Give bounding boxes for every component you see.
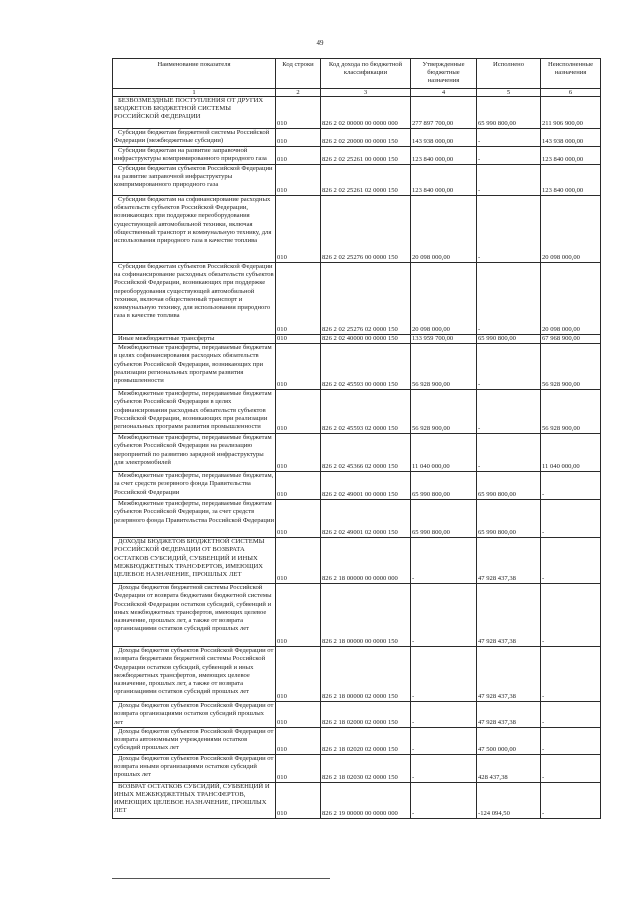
table-row [113,129,601,147]
unexecuted-amount: - [541,472,601,500]
approved-amount: 56 928 900,00 [411,390,477,434]
page-number: 49 [316,39,324,47]
line-code: 010 [276,647,321,702]
executed-amount: - [477,147,541,165]
executed-amount: - [477,129,541,147]
indicator-name: ВОЗВРАТ ОСТАТКОВ СУБСИДИЙ, СУБВЕНЦИЙ И ИНЫХ МЕЖБЮДЖЕТНЫХ ТРАНСФЕРТОВ, ИМЕЮЩИХ ЦЕЛЕВОЕ НАЗНАЧЕНИЕ, ПРОШЛЫХ ЛЕТ [113,782,276,818]
executed-amount: 65 990 800,00 [477,500,541,538]
indicator-name: Межбюджетные трансферты, передаваемые бюджетам субъектов Российской Федерации на реализацию мероприятий по развитию зарядной инфраструктуры для электромобилей [113,434,276,472]
executed-amount: 47 500 000,00 [477,727,541,754]
column-number: 6 [541,89,601,97]
indicator-name: ДОХОДЫ БЮДЖЕТОВ БЮДЖЕТНОЙ СИСТЕМЫ РОССИЙСКОЙ ФЕДЕРАЦИИ ОТ ВОЗВРАТА ОСТАТКОВ СУБСИДИЙ, СУБВЕНЦИЙ И ИНЫХ МЕЖБЮДЖЕТНЫХ ТРАНСФЕРТОВ, ИМЕЮЩИХ ЦЕЛЕВОЕ НАЗНАЧЕНИЕ, ПРОШЛЫХ ЛЕТ [113,538,276,584]
income-code: 826 2 02 49001 02 0000 150 [321,500,411,538]
income-code: 826 2 18 02020 02 0000 150 [321,727,411,754]
income-code: 826 2 02 00000 00 0000 000 [321,97,411,129]
column-number: 4 [411,89,477,97]
indicator-name: Субсидии бюджетам на развитие заправочной инфраструктуры компримированного природного газа [113,147,276,165]
income-code: 826 2 02 25261 00 0000 150 [321,147,411,165]
approved-amount: - [411,584,477,647]
table-row [113,754,601,782]
table-row [113,147,601,165]
income-code: 826 2 02 25276 00 0000 150 [321,196,411,263]
income-code: 826 2 02 25276 02 0000 150 [321,263,411,335]
approved-amount: 20 098 000,00 [411,196,477,263]
approved-amount: 20 098 000,00 [411,263,477,335]
executed-amount: - [477,390,541,434]
executed-amount: 65 990 800,00 [477,472,541,500]
unexecuted-amount: 67 968 900,00 [541,335,601,344]
executed-amount: 428 437,38 [477,754,541,782]
unexecuted-amount: - [541,584,601,647]
header-line-code: Код строки [276,59,321,89]
line-code: 010 [276,782,321,818]
approved-amount: - [411,727,477,754]
executed-amount: - [477,165,541,196]
table-row [113,344,601,390]
table-row [113,97,601,129]
line-code: 010 [276,727,321,754]
approved-amount: 133 959 700,00 [411,335,477,344]
unexecuted-amount: - [541,538,601,584]
unexecuted-amount: - [541,727,601,754]
unexecuted-amount: 20 098 000,00 [541,263,601,335]
unexecuted-amount: 123 840 000,00 [541,147,601,165]
column-number: 5 [477,89,541,97]
executed-amount: 65 990 800,00 [477,97,541,129]
line-code: 010 [276,500,321,538]
income-code: 826 2 02 49001 00 0000 150 [321,472,411,500]
revenue-report-table [112,58,601,819]
executed-amount: - [477,196,541,263]
header-executed: Исполнено [477,59,541,89]
income-code: 826 2 02 40000 00 0000 150 [321,335,411,344]
approved-amount: 123 840 000,00 [411,165,477,196]
table-row [113,390,601,434]
table-row [113,584,601,647]
table-row [113,500,601,538]
table-row [113,782,601,818]
unexecuted-amount: 56 928 900,00 [541,390,601,434]
line-code: 010 [276,335,321,344]
unexecuted-amount: 123 840 000,00 [541,165,601,196]
indicator-name: Субсидии бюджетам субъектов Российской Федерации на софинансирование расходных обязательств субъектов Российской Федерации, возникающих при поддержке переоборудования существующей автомобильной техники, включая общественный транспорт и коммунальную технику, для использования природного газа в качестве топлива [113,263,276,335]
indicator-name: Субсидии бюджетам на софинансирование расходных обязательств субъектов Российской Федерации, возникающих при поддержке переоборудования существующей автомобильной техники, включая общественный транспорт и коммунальную технику, для использования природного газа в качестве топлива [113,196,276,263]
approved-amount: - [411,702,477,728]
income-code: 826 2 18 00000 02 0000 150 [321,647,411,702]
approved-amount: - [411,647,477,702]
executed-amount: - [477,434,541,472]
unexecuted-amount: - [541,782,601,818]
approved-amount: 65 990 800,00 [411,472,477,500]
approved-amount: 11 040 000,00 [411,434,477,472]
income-code: 826 2 02 45593 02 0000 150 [321,390,411,434]
header-unexecuted: Неисполненные назначения [541,59,601,89]
line-code: 010 [276,196,321,263]
table-row [113,263,601,335]
indicator-name: Доходы бюджетов субъектов Российской Федерации от возврата автономными учреждениями остатков субсидий прошлых лет [113,727,276,754]
executed-amount: 65 990 800,00 [477,335,541,344]
approved-amount: - [411,754,477,782]
line-code: 010 [276,702,321,728]
indicator-name: Доходы бюджетов субъектов Российской Федерации от возврата организациями остатков субсидий прошлых лет [113,702,276,728]
indicator-name: Доходы бюджетов бюджетной системы Российской Федерации от возврата бюджетами бюджетной системы Российской Федерации остатков субсидий, субвенций и иных межбюджетных трансфертов, имеющих целевое назначение, прошлых лет, а также от возврата организациями остатков субсидий прошлых лет [113,584,276,647]
table-row [113,727,601,754]
header-approved: Утвержденные бюджетные назначения [411,59,477,89]
table-row [113,472,601,500]
column-number: 1 [113,89,276,97]
line-code: 010 [276,147,321,165]
income-code: 826 2 02 20000 00 0000 150 [321,129,411,147]
income-code: 826 2 02 25261 02 0000 150 [321,165,411,196]
income-code: 826 2 18 02000 02 0000 150 [321,702,411,728]
unexecuted-amount: - [541,702,601,728]
income-code: 826 2 18 00000 00 0000 150 [321,584,411,647]
income-code: 826 2 02 45366 02 0000 150 [321,434,411,472]
column-number: 3 [321,89,411,97]
indicator-name: Иные межбюджетные трансферты [113,335,276,344]
executed-amount: -124 094,50 [477,782,541,818]
indicator-name: Межбюджетные трансферты, передаваемые бюджетам, за счет средств резервного фонда Правительства Российской Федерации [113,472,276,500]
line-code: 010 [276,538,321,584]
table-row [113,434,601,472]
indicator-name: БЕЗВОЗМЕЗДНЫЕ ПОСТУПЛЕНИЯ ОТ ДРУГИХ БЮДЖЕТОВ БЮДЖЕТНОЙ СИСТЕМЫ РОССИЙСКОЙ ФЕДЕРАЦИИ [113,97,276,129]
indicator-name: Доходы бюджетов субъектов Российской Федерации от возврата бюджетами бюджетной системы Российской Федерации остатков субсидий, субвенций и иных межбюджетных трансфертов, имеющих целевое назначение, прошлых лет, а также от возврата организациями остатков субсидий прошлых лет [113,647,276,702]
table-row [113,647,601,702]
column-number: 2 [276,89,321,97]
unexecuted-amount: 211 906 900,00 [541,97,601,129]
unexecuted-amount: 20 098 000,00 [541,196,601,263]
approved-amount: - [411,782,477,818]
table-row [113,196,601,263]
indicator-name: Субсидии бюджетам бюджетной системы Российской Федерации (межбюджетные субсидии) [113,129,276,147]
line-code: 010 [276,129,321,147]
approved-amount: 65 990 800,00 [411,500,477,538]
unexecuted-amount: - [541,647,601,702]
approved-amount: 277 897 700,00 [411,97,477,129]
table-row [113,702,601,728]
executed-amount: 47 928 437,38 [477,584,541,647]
unexecuted-amount: 11 040 000,00 [541,434,601,472]
footer-divider [112,878,330,879]
unexecuted-amount: 56 928 900,00 [541,344,601,390]
executed-amount: 47 928 437,38 [477,538,541,584]
line-code: 010 [276,434,321,472]
table-row [113,165,601,196]
approved-amount: 123 840 000,00 [411,147,477,165]
executed-amount: 47 928 437,38 [477,702,541,728]
executed-amount: 47 928 437,38 [477,647,541,702]
executed-amount: - [477,344,541,390]
indicator-name: Доходы бюджетов субъектов Российской Федерации от возврата иными организациями остатков субсидий прошлых лет [113,754,276,782]
income-code: 826 2 18 02030 02 0000 150 [321,754,411,782]
executed-amount: - [477,263,541,335]
approved-amount: 143 938 000,00 [411,129,477,147]
line-code: 010 [276,584,321,647]
line-code: 010 [276,390,321,434]
header-indicator-name: Наименование показателя [113,59,276,89]
table-row [113,538,601,584]
indicator-name: Межбюджетные трансферты, передаваемые бюджетам в целях софинансирования расходных обязательств субъектов Российской Федерации, возникающих при реализации региональных программ развития промышленности [113,344,276,390]
line-code: 010 [276,754,321,782]
approved-amount: - [411,538,477,584]
income-code: 826 2 19 00000 00 0000 000 [321,782,411,818]
line-code: 010 [276,165,321,196]
unexecuted-amount: 143 938 000,00 [541,129,601,147]
indicator-name: Межбюджетные трансферты, передаваемые бюджетам субъектов Российской Федерации, за счет средств резервного фонда Правительства Российской Федерации [113,500,276,538]
income-code: 826 2 02 45593 00 0000 150 [321,344,411,390]
column-number-row [113,89,601,97]
table-header-row [113,59,601,89]
line-code: 010 [276,263,321,335]
line-code: 010 [276,344,321,390]
unexecuted-amount: - [541,500,601,538]
income-code: 826 2 18 00000 00 0000 000 [321,538,411,584]
approved-amount: 56 928 900,00 [411,344,477,390]
table-row [113,335,601,344]
line-code: 010 [276,472,321,500]
line-code: 010 [276,97,321,129]
indicator-name: Субсидии бюджетам субъектов Российской Федерации на развитие заправочной инфраструктуры компримированного природного газа [113,165,276,196]
header-income-code: Код дохода по бюджетной классификации [321,59,411,89]
unexecuted-amount: - [541,754,601,782]
indicator-name: Межбюджетные трансферты, передаваемые бюджетам субъектов Российской Федерации в целях софинансирования расходных обязательств субъектов Российской Федерации, возникающих при реализации региональных программ развития промышленности [113,390,276,434]
